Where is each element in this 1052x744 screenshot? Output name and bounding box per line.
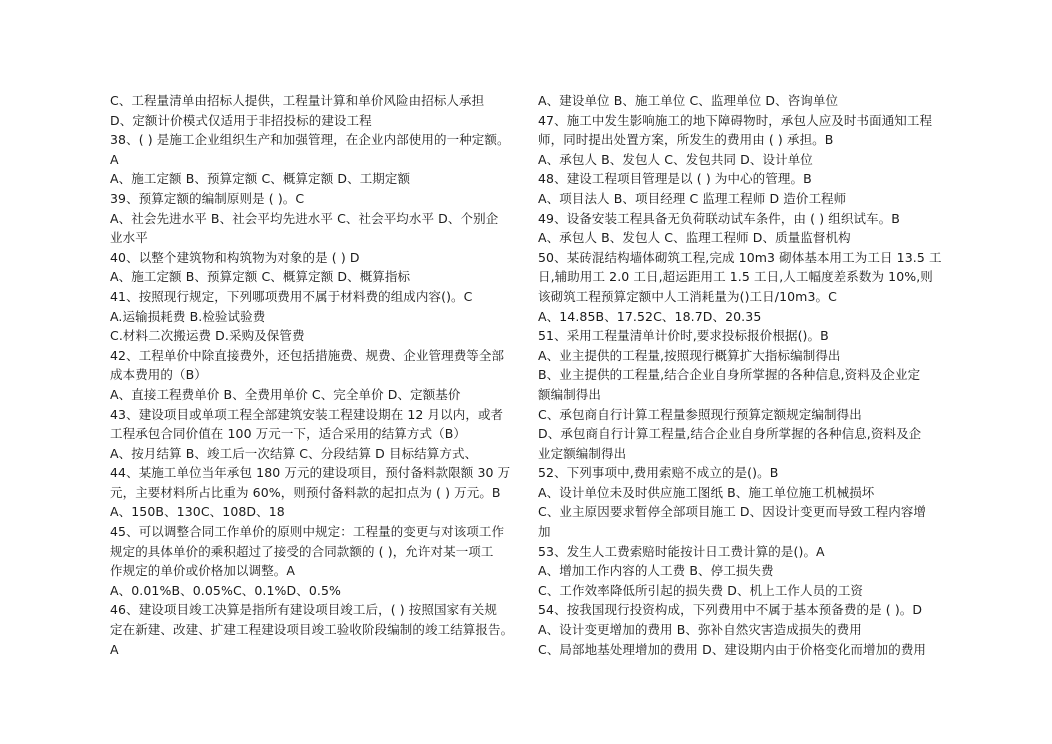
text-line: A、承包人 B、发包人 C、监理工程师 D、质量监督机构 <box>538 230 851 246</box>
text-line: 业定额编制得出 <box>538 445 627 461</box>
text-line: 作规定的单价或价格加以调整。A <box>110 563 296 579</box>
text-line: 40、以整个建筑物和构筑物为对象的是 ( ) D <box>110 249 360 265</box>
text-line: 44、某施工单位当年承包 180 万元的建设项目，预付备料款限额 30 万 <box>110 465 511 481</box>
text-line: C.材料二次搬运费 D.采购及保管费 <box>110 328 305 344</box>
text-line: 38、( ) 是施工企业组织生产和加强管理，在企业内部使用的一种定额。 <box>110 132 510 148</box>
text-line: A、业主提供的工程量,按照现行概算扩大指标编制得出 <box>538 347 841 363</box>
text-line: 工程承包合同价值在 100 万元一下，适合采用的结算方式（B） <box>110 426 466 442</box>
text-line: A、社会先进水平 B、社会平均先进水平 C、社会平均水平 D、个别企 <box>110 210 499 226</box>
text-line: C、工作效率降低所引起的损失费 D、机上工作人员的工资 <box>538 582 864 598</box>
text-line: C、承包商自行计算工程量参照现行预算定额规定编制得出 <box>538 406 862 422</box>
text-line: A、设计变更增加的费用 B、弥补自然灾害造成损失的费用 <box>538 622 862 638</box>
text-line: C、工程量清单由招标人提供，工程量计算和单价风险由招标人承担 <box>110 93 485 108</box>
text-line: 42、工程单价中除直接费外，还包括措施费、规费、企业管理费等全部 <box>110 347 505 363</box>
text-line: A、0.01%B、0.05%C、0.1%D、0.5% <box>110 582 342 598</box>
right-column <box>538 91 944 659</box>
left-column <box>110 91 520 659</box>
text-line: 师，同时提出处置方案，所发生的费用由 ( ) 承担。B <box>538 132 834 148</box>
text-line: A、14.85B、17.52C、18.7D、20.35 <box>538 308 762 324</box>
text-line: A、项目法人 B、项目经理 C 监理工程师 D 造价工程师 <box>538 190 847 206</box>
text-line: 50、某砖混结构墙体砌筑工程,完成 10m3 砌体基本用工为工日 13.5 工 <box>538 249 942 265</box>
text-line: A、按月结算 B、竣工后一次结算 C、分段结算 D 目标结算方式、 <box>110 445 478 461</box>
text-line: C、业主原因要求暂停全部项目施工 D、因设计变更而导致工程内容增 <box>538 504 927 520</box>
text-line: 51、采用工程量清单计价时,要求投标报价根据()。B <box>538 328 829 344</box>
text-line: D、定额计价模式仅适用于非招投标的建设工程 <box>110 112 372 128</box>
text-line: 成本费用的（B） <box>110 367 207 383</box>
text-line: 52、下列事项中,费用索赔不成立的是()。B <box>538 465 779 481</box>
text-line: 日,辅助用工 2.0 工日,超运距用工 1.5 工日,人工幅度差系数为 10%,则 <box>538 269 933 285</box>
text-line: 41、按照现行规定，下列哪项费用不属于材料费的组成内容()。C <box>110 288 473 304</box>
text-line: 元，主要材料所占比重为 60%，则预付备料款的起扣点为 ( ) 万元。B <box>110 484 501 500</box>
text-line: 53、发生人工费索赔时能按计日工费计算的是()。A <box>538 543 825 559</box>
text-line: D、承包商自行计算工程量,结合企业自身所掌握的各种信息,资料及企 <box>538 426 922 442</box>
text-line: 54、按我国现行投资构成，下列费用中不属于基本预备费的是 ( )。D <box>538 602 923 618</box>
text-line: 43、建设项目或单项工程全部建筑安装工程建设期在 12 月以内，或者 <box>110 406 504 422</box>
text-line: A、150B、130C、108D、18 <box>110 504 285 520</box>
text-line: 额编制得出 <box>538 386 602 402</box>
text-line: 49、设备安装工程具备无负荷联动试车条件，由 ( ) 组织试车。B <box>538 210 900 226</box>
text-line: A、施工定额 B、预算定额 C、概算定额 D、概算指标 <box>110 269 411 285</box>
text-line: 业水平 <box>110 230 148 246</box>
text-line: A <box>110 151 119 167</box>
text-line: 47、施工中发生影响施工的地下障碍物时，承包人应及时书面通知工程 <box>538 112 933 128</box>
text-line: A、施工定额 B、预算定额 C、概算定额 D、工期定额 <box>110 171 411 187</box>
text-line: A <box>110 641 119 657</box>
text-line: 定在新建、改建、扩建工程建设项目竣工验收阶段编制的竣工结算报告。 <box>110 622 514 638</box>
text-line: 46、建设项目竣工决算是指所有建设项目竣工后，( ) 按照国家有关规 <box>110 602 498 618</box>
text-line: C、局部地基处理增加的费用 D、建设期内由于价格变化而增加的费用 <box>538 641 927 657</box>
text-line: A.运输损耗费 B.检验试验费 <box>110 308 266 324</box>
text-line: 48、建设工程项目管理是以 ( ) 为中心的管理。B <box>538 171 812 187</box>
text-line: 该砌筑工程预算定额中人工消耗量为()工日/10m3。C <box>538 288 837 304</box>
text-line: A、设计单位未及时供应施工图纸 B、施工单位施工机械损坏 <box>538 484 875 500</box>
text-line: 加 <box>538 524 551 540</box>
text-line: A、承包人 B、发包人 C、发包共同 D、设计单位 <box>538 151 813 167</box>
text-line: 39、预算定额的编制原则是 ( )。C <box>110 190 305 206</box>
text-line: B、业主提供的工程量,结合企业自身所掌握的各种信息,资料及企业定 <box>538 367 921 383</box>
text-line: A、增加工作内容的人工费 B、停工损失费 <box>538 563 774 579</box>
text-line: A、直接工程费单价 B、全费用单价 C、完全单价 D、定额基价 <box>110 386 461 402</box>
text-line: 45、可以调整合同工作单价的原则中规定：工程量的变更与对该项工作 <box>110 524 505 540</box>
text-line: 规定的具体单价的乘积超过了接受的合同款额的 ( )，允许对某一项工 <box>110 543 494 559</box>
text-line: A、建设单位 B、施工单位 C、监理单位 D、咨询单位 <box>538 93 839 108</box>
